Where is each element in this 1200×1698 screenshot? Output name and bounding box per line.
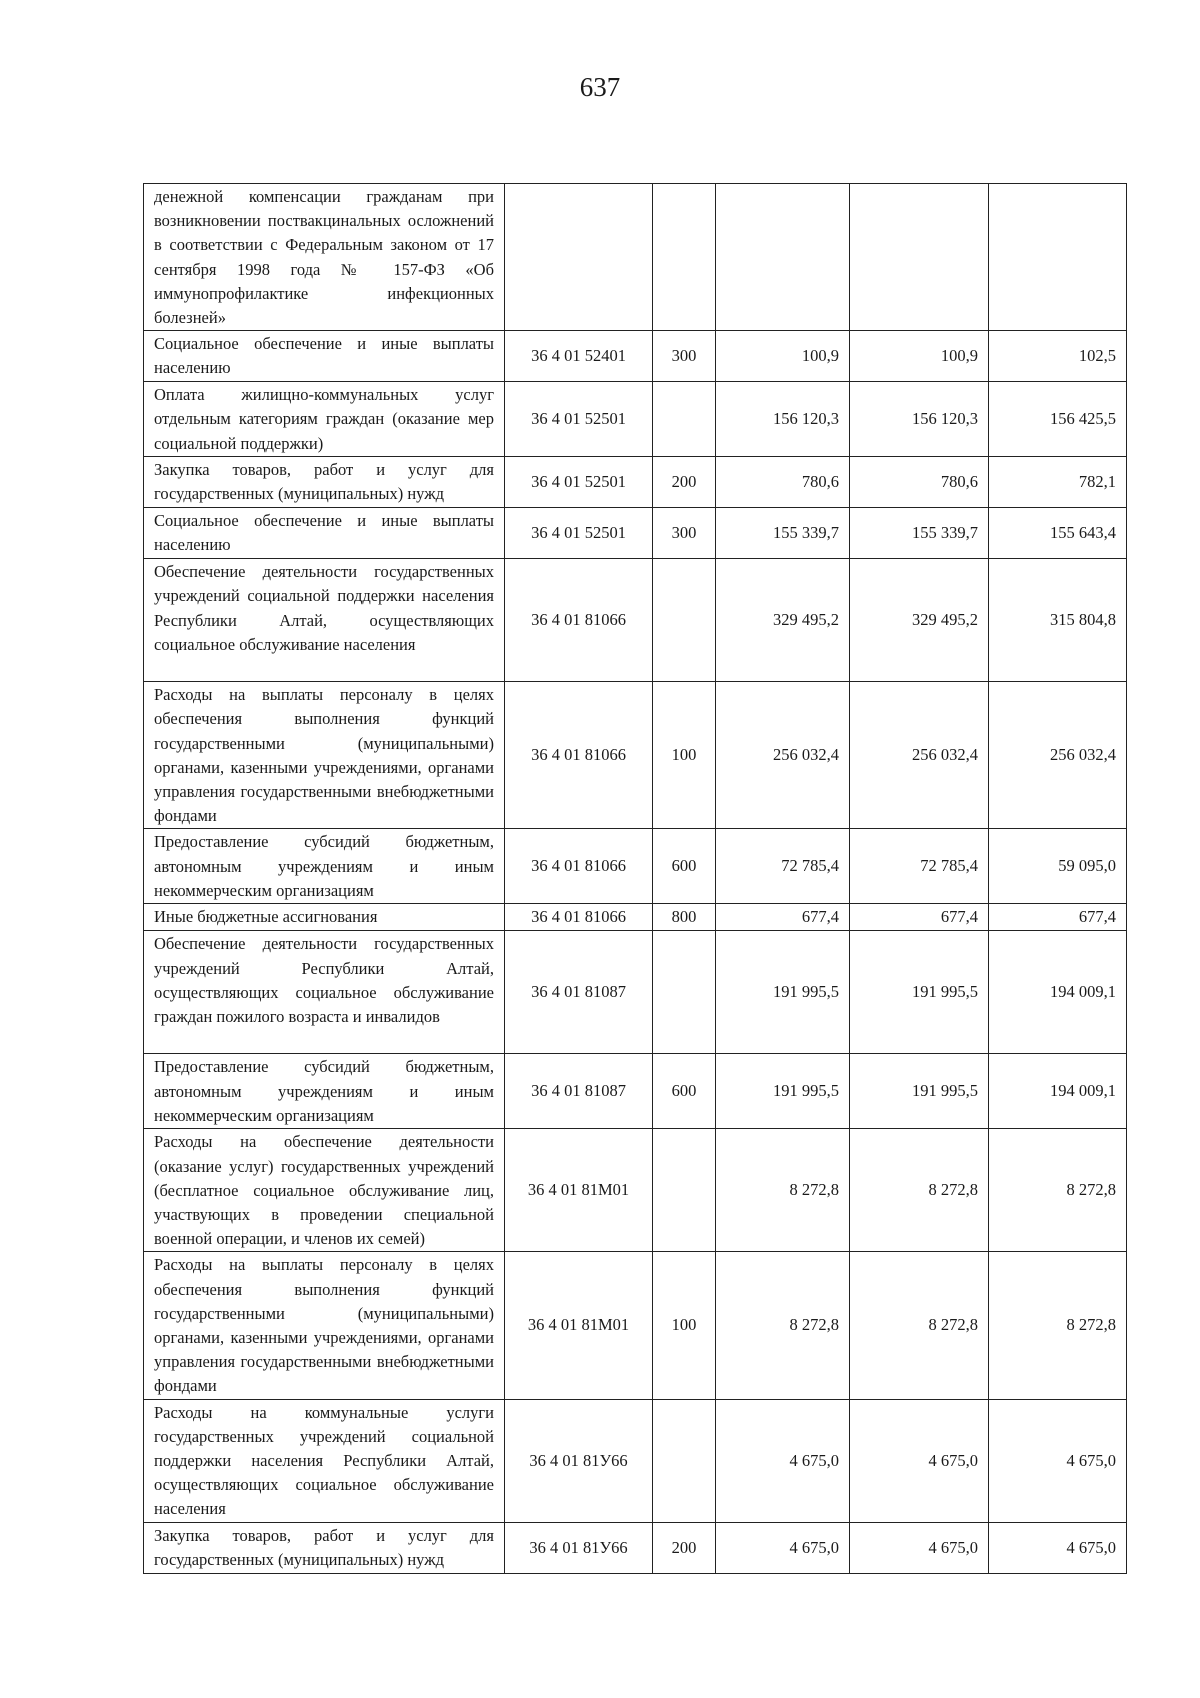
- amount-col1-cell: 8 272,8: [716, 1129, 850, 1252]
- table-row: [144, 931, 1127, 1054]
- table-row: [144, 559, 1127, 682]
- expense-type-code-cell: 600: [653, 829, 716, 904]
- amount-col1-cell: 156 120,3: [716, 382, 850, 457]
- table-row: [144, 184, 1127, 331]
- table-row: [144, 682, 1127, 829]
- expense-name-cell: Предоставление субсидий бюджетным, автономным учреждениям и иным некоммерческим организациям: [144, 829, 505, 904]
- expense-type-code-cell: 200: [653, 457, 716, 508]
- target-article-code-cell: 36 4 01 81066: [505, 904, 653, 931]
- table-row: [144, 457, 1127, 508]
- expense-name-cell: Социальное обеспечение и иные выплаты населению: [144, 331, 505, 382]
- expense-name-cell: Закупка товаров, работ и услуг для государственных (муниципальных) нужд: [144, 457, 505, 508]
- budget-table: [143, 183, 1127, 1574]
- table-row: [144, 331, 1127, 382]
- expense-type-code-cell: [653, 931, 716, 1054]
- amount-col2-cell: 191 995,5: [850, 1054, 989, 1129]
- target-article-code-cell: 36 4 01 52501: [505, 457, 653, 508]
- target-article-code-cell: 36 4 01 81У66: [505, 1399, 653, 1522]
- table-row: [144, 829, 1127, 904]
- expense-type-code-cell: [653, 559, 716, 682]
- amount-col3-cell: 782,1: [989, 457, 1127, 508]
- amount-col1-cell: 100,9: [716, 331, 850, 382]
- amount-col1-cell: 155 339,7: [716, 508, 850, 559]
- amount-col1-cell: [716, 184, 850, 331]
- target-article-code-cell: 36 4 01 81087: [505, 931, 653, 1054]
- amount-col1-cell: 256 032,4: [716, 682, 850, 829]
- target-article-code-cell: 36 4 01 52401: [505, 331, 653, 382]
- table-row: [144, 1399, 1127, 1522]
- target-article-code-cell: 36 4 01 81У66: [505, 1522, 653, 1573]
- expense-name-cell: Расходы на обеспечение деятельности (оказание услуг) государственных учреждений (бесплатное социальное обслуживание лиц, участвующих в проведении специальной военной операции, и членов их семей): [144, 1129, 505, 1252]
- expense-name-cell: Расходы на выплаты персоналу в целях обеспечения выполнения функций государственными (муниципальными) органами, казенными учреждениями, органами управления государственными внебюджетными фондами: [144, 682, 505, 829]
- expense-type-code-cell: 100: [653, 1252, 716, 1399]
- expense-type-code-cell: 100: [653, 682, 716, 829]
- amount-col3-cell: 8 272,8: [989, 1252, 1127, 1399]
- target-article-code-cell: [505, 184, 653, 331]
- amount-col2-cell: 329 495,2: [850, 559, 989, 682]
- amount-col3-cell: 4 675,0: [989, 1399, 1127, 1522]
- expense-name-cell: Закупка товаров, работ и услуг для государственных (муниципальных) нужд: [144, 1522, 505, 1573]
- expense-name-cell: Предоставление субсидий бюджетным, автономным учреждениям и иным некоммерческим организациям: [144, 1054, 505, 1129]
- table-row: [144, 1054, 1127, 1129]
- amount-col2-cell: 155 339,7: [850, 508, 989, 559]
- amount-col2-cell: 72 785,4: [850, 829, 989, 904]
- amount-col1-cell: 4 675,0: [716, 1522, 850, 1573]
- target-article-code-cell: 36 4 01 81М01: [505, 1129, 653, 1252]
- amount-col2-cell: 4 675,0: [850, 1399, 989, 1522]
- expense-name-cell: денежной компенсации гражданам при возникновении поствакцинальных осложнений в соответствии с Федеральным законом от 17 сентября 1998 года № 157-ФЗ «Об иммунопрофилактике инфекционных болезней»: [144, 184, 505, 331]
- amount-col1-cell: 8 272,8: [716, 1252, 850, 1399]
- amount-col3-cell: 4 675,0: [989, 1522, 1127, 1573]
- expense-type-code-cell: [653, 1399, 716, 1522]
- amount-col2-cell: 8 272,8: [850, 1252, 989, 1399]
- amount-col1-cell: 329 495,2: [716, 559, 850, 682]
- amount-col1-cell: 191 995,5: [716, 1054, 850, 1129]
- expense-name-cell: Расходы на коммунальные услуги государственных учреждений социальной поддержки населения Республики Алтай, осуществляющих социальное обслуживание населения: [144, 1399, 505, 1522]
- target-article-code-cell: 36 4 01 52501: [505, 508, 653, 559]
- target-article-code-cell: 36 4 01 81066: [505, 559, 653, 682]
- amount-col3-cell: 315 804,8: [989, 559, 1127, 682]
- amount-col3-cell: 194 009,1: [989, 931, 1127, 1054]
- expense-type-code-cell: 200: [653, 1522, 716, 1573]
- expense-name-cell: Обеспечение деятельности государственных учреждений Республики Алтай, осуществляющих социальное обслуживание граждан пожилого возраста и инвалидов: [144, 931, 505, 1054]
- expense-name-cell: Иные бюджетные ассигнования: [144, 904, 505, 931]
- amount-col2-cell: 780,6: [850, 457, 989, 508]
- expense-type-code-cell: [653, 1129, 716, 1252]
- table-row: [144, 1129, 1127, 1252]
- expense-type-code-cell: 300: [653, 331, 716, 382]
- table-row: [144, 1252, 1127, 1399]
- amount-col3-cell: 102,5: [989, 331, 1127, 382]
- expense-type-code-cell: 300: [653, 508, 716, 559]
- amount-col1-cell: 72 785,4: [716, 829, 850, 904]
- amount-col3-cell: [989, 184, 1127, 331]
- amount-col3-cell: 156 425,5: [989, 382, 1127, 457]
- amount-col3-cell: 8 272,8: [989, 1129, 1127, 1252]
- expense-type-code-cell: [653, 184, 716, 331]
- amount-col2-cell: 156 120,3: [850, 382, 989, 457]
- expense-type-code-cell: 800: [653, 904, 716, 931]
- expense-name-cell: Социальное обеспечение и иные выплаты населению: [144, 508, 505, 559]
- expense-type-code-cell: 600: [653, 1054, 716, 1129]
- target-article-code-cell: 36 4 01 52501: [505, 382, 653, 457]
- table-row: [144, 904, 1127, 931]
- target-article-code-cell: 36 4 01 81087: [505, 1054, 653, 1129]
- amount-col2-cell: 191 995,5: [850, 931, 989, 1054]
- amount-col2-cell: 8 272,8: [850, 1129, 989, 1252]
- expense-name-cell: Расходы на выплаты персоналу в целях обеспечения выполнения функций государственными (муниципальными) органами, казенными учреждениями, органами управления государственными внебюджетными фондами: [144, 1252, 505, 1399]
- amount-col3-cell: 59 095,0: [989, 829, 1127, 904]
- table-row: [144, 382, 1127, 457]
- amount-col1-cell: 780,6: [716, 457, 850, 508]
- table-row: [144, 1522, 1127, 1573]
- page-number: 637: [579, 72, 621, 102]
- target-article-code-cell: 36 4 01 81М01: [505, 1252, 653, 1399]
- amount-col2-cell: 256 032,4: [850, 682, 989, 829]
- table-row: [144, 508, 1127, 559]
- amount-col2-cell: 100,9: [850, 331, 989, 382]
- target-article-code-cell: 36 4 01 81066: [505, 682, 653, 829]
- amount-col1-cell: 191 995,5: [716, 931, 850, 1054]
- amount-col3-cell: 256 032,4: [989, 682, 1127, 829]
- amount-col2-cell: 677,4: [850, 904, 989, 931]
- expense-name-cell: Обеспечение деятельности государственных учреждений социальной поддержки населения Республики Алтай, осуществляющих социальное обслуживание населения: [144, 559, 505, 682]
- amount-col2-cell: 4 675,0: [850, 1522, 989, 1573]
- amount-col3-cell: 155 643,4: [989, 508, 1127, 559]
- amount-col2-cell: [850, 184, 989, 331]
- amount-col3-cell: 677,4: [989, 904, 1127, 931]
- amount-col1-cell: 677,4: [716, 904, 850, 931]
- expense-name-cell: Оплата жилищно-коммунальных услуг отдельным категориям граждан (оказание мер социальной поддержки): [144, 382, 505, 457]
- expense-type-code-cell: [653, 382, 716, 457]
- target-article-code-cell: 36 4 01 81066: [505, 829, 653, 904]
- amount-col1-cell: 4 675,0: [716, 1399, 850, 1522]
- amount-col3-cell: 194 009,1: [989, 1054, 1127, 1129]
